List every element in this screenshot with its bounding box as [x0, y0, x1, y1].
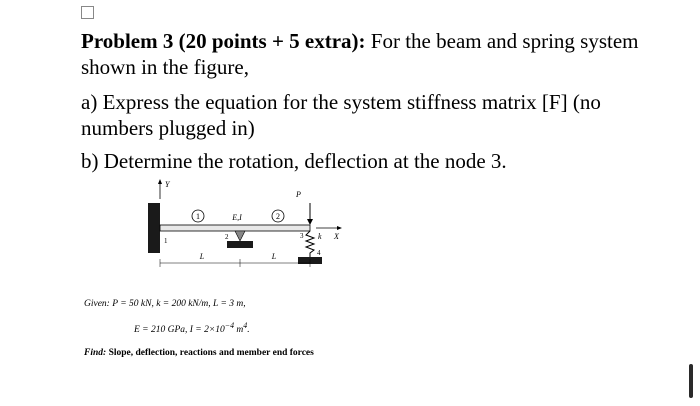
given-line-2: [134, 320, 250, 336]
problem-intro: For the beam and spring system shown in the figure,: [81, 29, 639, 79]
spring-label: k: [318, 232, 322, 241]
fixed-wall: [148, 203, 160, 253]
middle-support-base: [227, 241, 253, 248]
element-2-label: 2: [276, 212, 280, 221]
section-props-label: E,I: [232, 213, 242, 222]
find-text: Slope, deflection, reactions and member end forces: [106, 348, 314, 358]
find-line: [84, 347, 314, 359]
x-axis-label: X: [334, 232, 339, 241]
given-label: Given:: [84, 299, 110, 309]
find-label: Find:: [84, 348, 107, 358]
span-2-label: L: [271, 252, 277, 261]
scrollbar[interactable]: [689, 364, 693, 398]
given-line-1: [84, 298, 246, 310]
x-axis-arrowhead: [337, 226, 342, 230]
checkbox[interactable]: [81, 6, 94, 19]
given-modulus: E = 210 GPa, I = 2×10: [134, 325, 225, 336]
element-1-label: 1: [196, 212, 200, 221]
beam: [160, 225, 310, 231]
spring: [306, 231, 314, 257]
y-axis-arrowhead: [158, 179, 162, 184]
part-b: b) Determine the rotation, deflection at the node 3.: [81, 149, 507, 173]
span-1-label: L: [199, 252, 205, 261]
problem-heading: Problem 3 (20 points + 5 extra): [81, 29, 359, 53]
problem-title: [81, 28, 671, 80]
given-exp-1: −4: [224, 321, 235, 330]
given-exp-2: 4: [243, 321, 248, 330]
load-arrowhead: [307, 219, 313, 225]
beam-figure: [140, 175, 360, 275]
given-values-1: P = 50 kN, k = 200 kN/m, L = 3 m,: [109, 299, 246, 309]
node-4-label: 4: [317, 249, 321, 257]
node-3-label: 3: [300, 232, 304, 240]
part-a: a) Express the equation for the system stiffness matrix [F] (no numbers plugged in): [81, 90, 601, 140]
load-label: P: [296, 190, 301, 199]
node-1-label: 1: [164, 237, 168, 245]
middle-support: [235, 231, 245, 241]
node-2-label: 2: [225, 233, 229, 241]
given-end: .: [247, 325, 250, 336]
y-axis-label: Y: [165, 180, 170, 189]
given-unit: m: [234, 325, 244, 336]
problem-heading-colon: :: [358, 29, 366, 53]
